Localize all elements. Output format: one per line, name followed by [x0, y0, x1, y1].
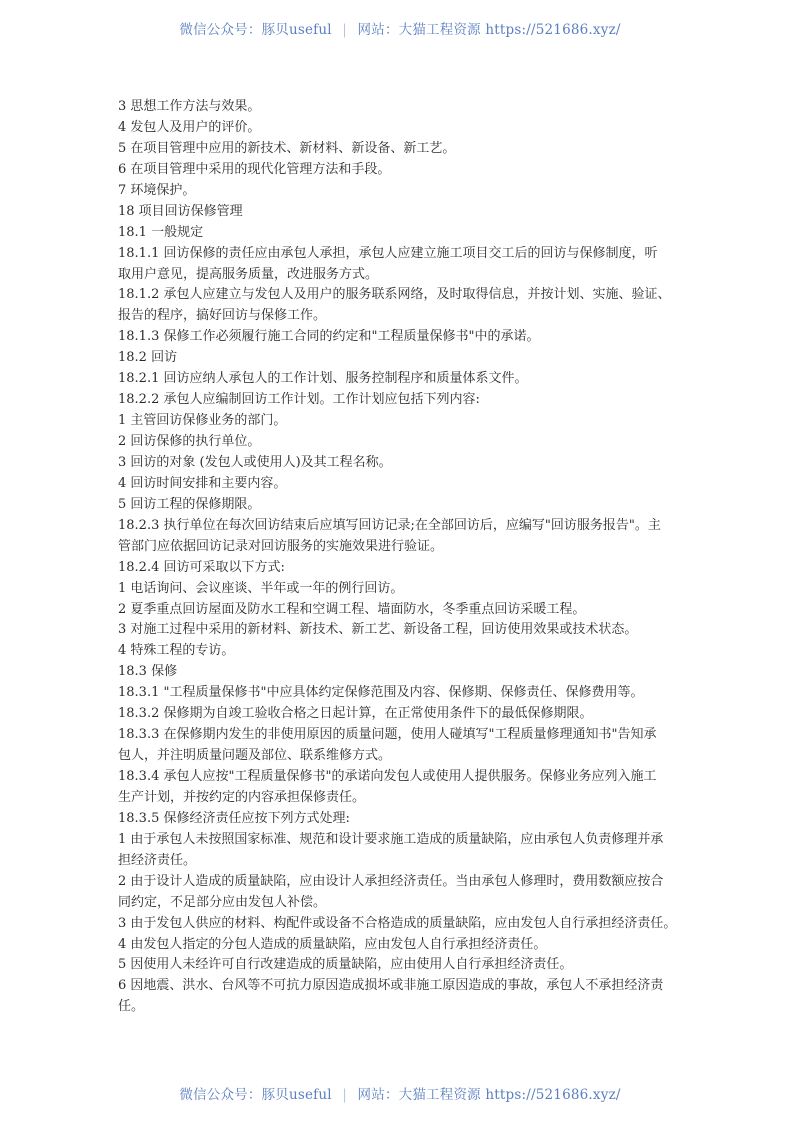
text-line: 7 环境保护。 [118, 182, 196, 198]
text-line: 6 在项目管理中采用的现代化管理方法和手段。 [118, 161, 391, 177]
watermark-separator: | [342, 22, 348, 38]
text-line: 担经济责任。 [118, 852, 197, 868]
text-line: 5 因使用人未经许可自行改建造成的质量缺陷，应由使用人自行承担经济责任。 [118, 957, 573, 973]
text-line: 3 思想工作方法与效果。 [118, 99, 261, 114]
text-line: 18.3.5 保修经济责任应按下列方式处理: [118, 810, 350, 826]
text-line: 3 由于发包人供应的材料、构配件或设备不合格造成的质量缺陷，应由发包人自行承担经济责任。 [118, 915, 677, 931]
text-line: 18.2.1 回访应纳人承包人的工作计划、服务控制程序和质量体系文件。 [118, 371, 528, 387]
text-line: 1 由于承包人未按照国家标准、规范和设计要求施工造成的质量缺陷，应由承包人负责修理并承 [118, 831, 664, 847]
text-line: 3 回访的对象 (发包人或使用人)及其工程名称。 [118, 454, 392, 470]
text-line: 18.2.4 回访可采取以下方式: [118, 559, 285, 575]
watermark-wechat: 微信公众号：豚贝useful [179, 1087, 332, 1103]
text-line: 18.2.2 承包人应编制回访工作计划。工作计划应包括下列内容: [118, 392, 480, 408]
text-line: 4 回访时间安排和主要内容。 [118, 475, 287, 491]
text-line: 18.3 保修 [118, 664, 178, 680]
text-line: 18 项目回访保修管理 [118, 203, 243, 219]
text-line: 18.2.3 执行单位在每次回访结束后应填写回访记录;在全部回访后，应编写"回访服务报告"。主 [118, 517, 661, 533]
watermark-wechat: 微信公众号：豚贝useful [179, 22, 332, 38]
text-line: 18.1.1 回访保修的责任应由承包人承担，承包人应建立施工项目交工后的回访与保修制度，听 [118, 245, 658, 261]
text-line: 同约定，不足部分应由发包人补偿。 [118, 894, 327, 910]
header-watermark [0, 18, 800, 38]
text-line: 5 在项目管理中应用的新技术、新材料、新设备、新工艺。 [118, 140, 456, 156]
text-line: 18.1.3 保修工作必须履行施工合同的约定和"工程质量保修书"中的承诺。 [118, 329, 540, 345]
text-line: 18.3.1 "工程质量保修书"中应具体约定保修范围及内容、保修期、保修责任、保修费用等。 [118, 685, 644, 701]
text-line: 1 电话询问、会议座谈、半年或一年的例行回访。 [118, 580, 404, 596]
text-line: 任。 [118, 999, 145, 1015]
watermark-website: 网站：大猫工程资源 https://521686.xyz/ [357, 1087, 621, 1103]
text-line: 18.3.3 在保修期内发生的非使用原因的质量问题，使用人碰填写"工程质量修理通知书"告知承 [118, 727, 657, 743]
text-line: 6 因地震、洪水、台风等不可抗力原因造成损坏或非施工原因造成的事故，承包人不承担经济责 [118, 978, 664, 994]
text-line: 4 由发包人指定的分包人造成的质量缺陷，应由发包人自行承担经济责任。 [118, 936, 547, 952]
text-line: 取用户意见，提高服务质量，改进服务方式。 [118, 266, 379, 282]
text-line: 2 由于设计人造成的质量缺陷，应由设计人承担经济责任。当由承包人修理时，费用数额应按合 [118, 873, 664, 889]
text-line: 18.3.2 保修期为自竣工验收合格之日起计算，在正常使用条件下的最低保修期限。 [118, 706, 593, 722]
text-line: 5 回访工程的保修期限。 [118, 496, 261, 512]
text-line: 1 主管回访保修业务的部门。 [118, 413, 287, 429]
text-line: 18.3.4 承包人应按"工程质量保修书"的承诺向发包人或使用人提供服务。保修业务应列入施工 [118, 769, 657, 784]
document-body [118, 97, 684, 1018]
text-line: 18.1.2 承包人应建立与发包人及用户的服务联系网络，及时取得信息，并按计划、实施、验证、 [118, 287, 671, 303]
footer-watermark [0, 1083, 800, 1103]
text-line: 管部门应依据回访记录对回访服务的实施效果进行验证。 [118, 538, 444, 554]
text-line: 2 回访保修的执行单位。 [118, 434, 261, 449]
text-line: 2 夏季重点回访屋面及防水工程和空调工程、墙面防水，冬季重点回访采暖工程。 [118, 601, 586, 617]
watermark-separator: | [342, 1087, 348, 1103]
text-line: 包人，并注明质量问题及部位、联系维修方式。 [118, 748, 392, 764]
text-line: 生产计划，并按约定的内容承担保修责任。 [118, 789, 366, 805]
text-line: 18.1 一般规定 [118, 224, 204, 240]
text-line: 4 发包人及用户的评价。 [118, 119, 261, 135]
text-line: 3 对施工过程中采用的新材料、新技术、新工艺、新设备工程，回访使用效果或技术状态。 [118, 622, 638, 638]
text-line: 报告的程序，搞好回访与保修工作。 [118, 308, 327, 324]
watermark-website: 网站：大猫工程资源 https://521686.xyz/ [357, 22, 621, 38]
text-line: 18.2 回访 [118, 350, 178, 366]
text-line: 4 特殊工程的专访。 [118, 643, 235, 659]
